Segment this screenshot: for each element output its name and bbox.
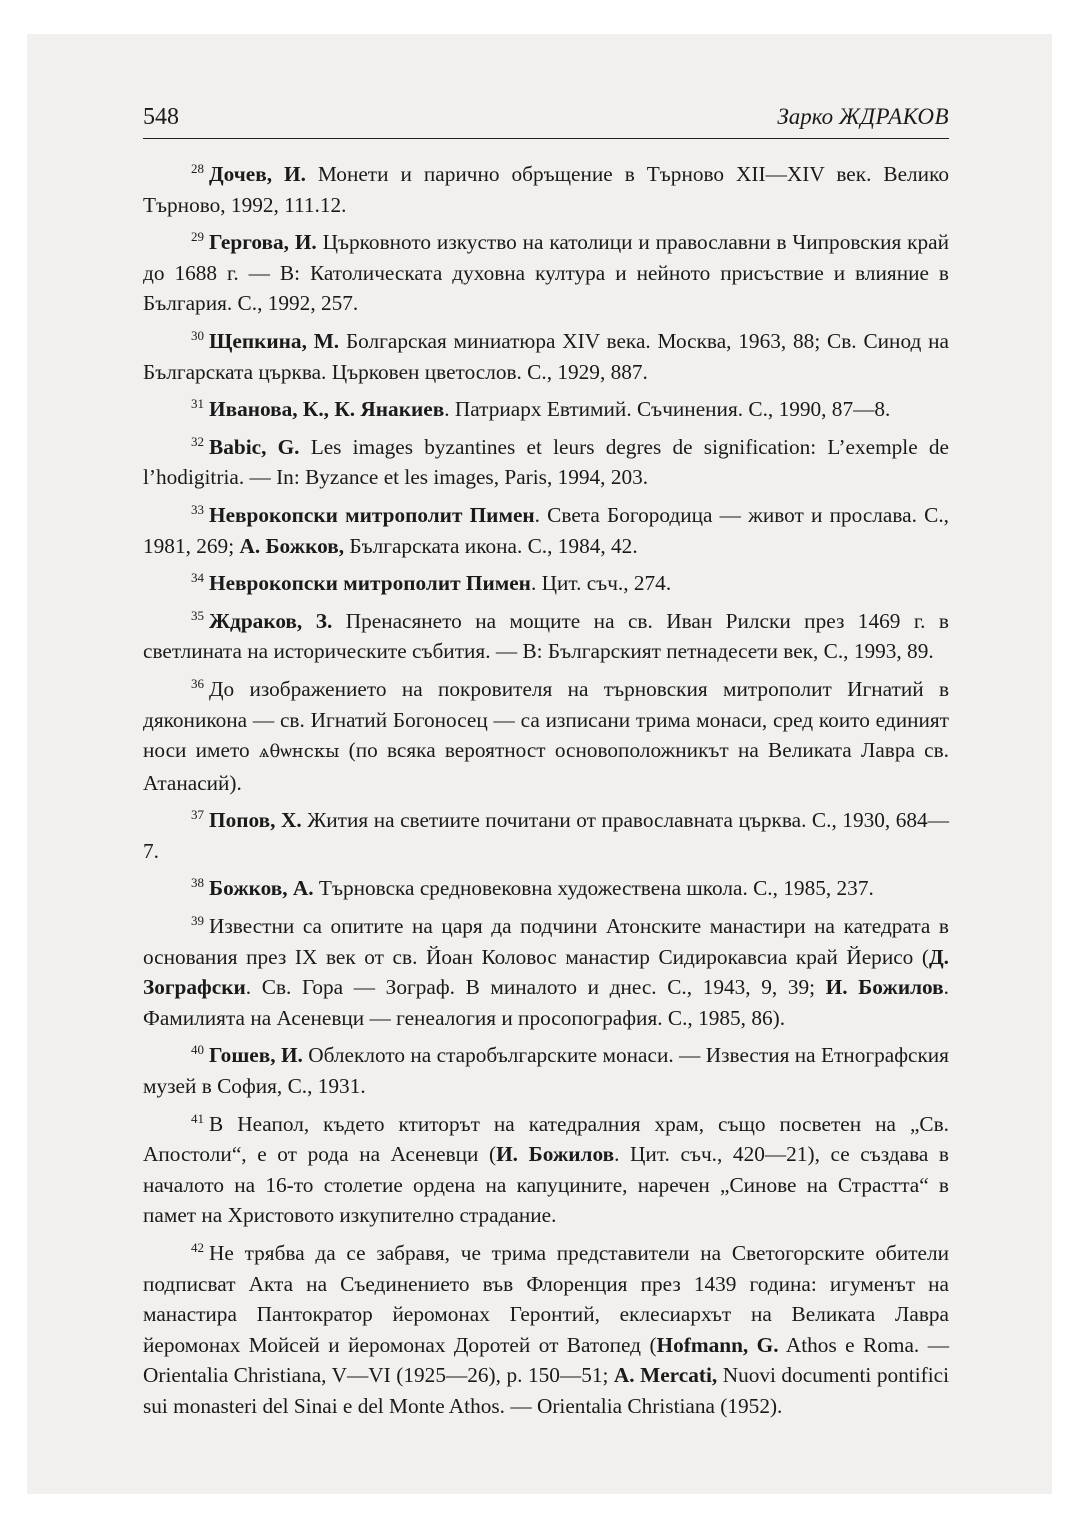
footnote-39: $^{39}$ Известни са опитите на царя да подчини Атонските манастири на катедрата в основания през IX век от св. Йоан Коловос манастир Сидирокавсиа край Йерисо (Д. Зографски. Св. Гора — Зограф. В миналото и днес. С., 1943, 9, 39; И. Божилов. Фамилията на Асеневци — генеалогия и просопография. С., 1985, 86). <box>143 913 949 1030</box>
footnote-36: $^{36}$ До изображението на покровителя на търновския митрополит Игнатий в дяконикона — св. Игнатий Богоносец — са изписани трима монаси, сред които единият носи името ѧθѡнскы (по всяка вероятност основоположникът на Великата Лавра св. Атанасий). <box>143 675 950 795</box>
footnote-author: Hofmann, G. <box>656 1332 779 1357</box>
footnote-author: Неврокопски митрополит Пимен <box>209 502 535 527</box>
footnote-33: $^{33}$ Неврокопски митрополит Пимен. Света Богородица — живот и прослава. С., 1981, 269; А. Божков, Българската икона. С., 1984, 42. <box>143 501 949 558</box>
book-page <box>143 104 949 1429</box>
footnote-32: $^{32}$ Babic, G. Les images byzantines et leurs degres de signification: L’exemple de l’hodigitria. — In: Byzance et les images, Paris, 1994, 203. <box>143 433 949 490</box>
footnote-author: Божков, А. <box>209 876 314 901</box>
footnote-40: $^{40}$ Гошев, И. Облеклото на старобългарските монаси. — Известия на Етнографския музей в София, С., 1931. <box>143 1042 949 1099</box>
footnote-number: 29 <box>191 229 204 245</box>
footnote-author: Иванова, К., К. Янакиев <box>209 397 445 422</box>
footnote-30: $^{30}$ Щепкина, М. Болгарская миниатюра XIV века. Москва, 1963, 88; Св. Синод на Българската църква. Църковен цветослов. С., 1929, 887. <box>143 327 949 384</box>
running-head-author <box>777 104 949 130</box>
footnote-31: $^{31}$ Иванова, К., К. Янакиев. Патриарх Евтимий. Съчинения. С., 1990, 87—8. <box>191 396 891 422</box>
old-church-slavonic-word: ѧθѡнскы <box>258 741 340 763</box>
author-last-name: ЖДРАКОВ <box>838 104 949 129</box>
footnote-author: А. Божков, <box>239 533 345 558</box>
footnote-28: $^{28}$ Дочев, И. Монети и парично обръщение в Търново XII—XIV век. Велико Търново, 1992, 111.12. <box>143 161 949 217</box>
footnote-number: 32 <box>191 433 204 449</box>
footnote-author: Щепкина, М. <box>209 328 340 353</box>
footnote-author: Попов, Х. <box>209 808 302 833</box>
footnotes <box>143 159 949 1422</box>
footnote-number: 40 <box>191 1042 204 1058</box>
footnote-number: 37 <box>191 807 204 823</box>
author-first-name: Зарко <box>777 104 834 129</box>
footnote-author: Гошев, И. <box>209 1043 303 1068</box>
footnote-author: Д. Зографски <box>143 944 949 1000</box>
footnote-number: 30 <box>191 327 204 343</box>
running-header <box>143 104 949 139</box>
footnote-41: $^{41}$ В Неапол, където ктиторът на катедралния храм, също посветен на „Св. Апостоли“, е от рода на Асеневци (И. Божилов. Цит. съч., 420—21), се създава в началото на 16-то столетие ордена на капуцините, наречен „Синове на Страстта“ в памет на Христовото изкупително страдание. <box>143 1110 949 1228</box>
footnote-number: 35 <box>191 607 204 623</box>
footnote-author: И. Божилов <box>825 975 944 1000</box>
footnote-42: $^{42}$ Не трябва да се забравя, че трима представители на Светогорските обители подписват Акта на Съединението във Флоренция през 1439 година: игуменът на манастира Пантократор йеромонах Геронтий, еклесиархът на Великата Лавра йеромонах Мойсей и йеромонах Доротей от Ватопед (Hofmann, G. Athos e Roma. — Orientalia Christiana, V—VI (1925—26), p. 150—51; A. Mercati, Nuovi documenti pontifici sui monasteri del Sinai e del Monte Athos. — Orientalia Christiana (1952). <box>143 1240 949 1418</box>
footnote-number: 34 <box>191 570 204 586</box>
footnote-38: $^{38}$ Божков, А. Търновска средновековна художествена школа. С., 1985, 237. <box>191 875 874 901</box>
footnote-35: $^{35}$ Ждраков, З. Пренасянето на мощите на св. Иван Рилски през 1469 г. в светлината на историческите събития. — В: Българският петнадесети век, С., 1993, 89. <box>143 607 949 664</box>
footnote-29: $^{29}$ Гергова, И. Църковното изкуство на католици и православни в Чипровския край до 1688 г. — В: Католическата духовна култура и нейното присъствие и влияние в България. С., 1992, 257. <box>143 229 949 316</box>
footnote-author: A. Mercati, <box>613 1363 718 1388</box>
footnote-number: 31 <box>191 396 204 412</box>
footnote-number: 41 <box>191 1110 204 1126</box>
footnote-34: $^{34}$ Неврокопски митрополит Пимен. Цит. съч., 274. <box>191 570 672 596</box>
footnote-number: 33 <box>191 501 204 517</box>
footnote-number: 39 <box>191 913 204 929</box>
footnote-author: И. Божилов <box>496 1142 615 1167</box>
footnote-number: 42 <box>191 1240 204 1255</box>
footnote-number: 38 <box>191 875 204 891</box>
footnote-number: 36 <box>191 675 204 691</box>
footnote-author: Дочев, И. <box>209 162 306 186</box>
footnote-author: Ждраков, З. <box>209 608 333 633</box>
footnote-author: Неврокопски митрополит Пимен <box>209 571 531 596</box>
page-number: 548 <box>143 104 179 130</box>
footnote-author: Babic, G. <box>209 434 300 459</box>
footnote-author: Гергова, И. <box>209 230 317 255</box>
footnote-37: $^{37}$ Попов, Х. Жития на светиите почитани от православната църква. С., 1930, 684—7. <box>143 807 949 863</box>
footnote-number: 28 <box>191 161 204 176</box>
